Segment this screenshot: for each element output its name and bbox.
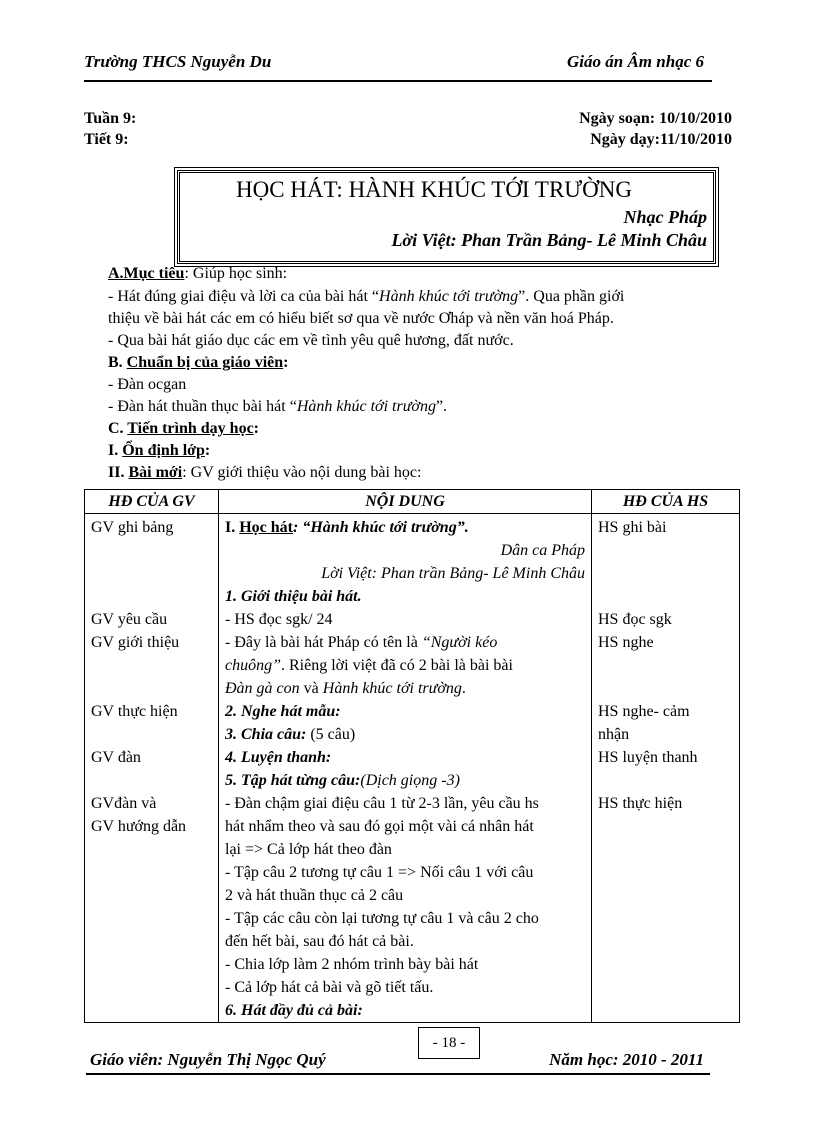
- preparation-heading: B. Chuẩn bị của giáo viên:: [108, 354, 289, 371]
- prepared-date: Ngày soạn: 10/10/2010: [579, 110, 732, 127]
- hs-activity: HS ghi bài: [598, 519, 667, 536]
- week-label: Tuần 9:: [84, 110, 137, 127]
- preparation-1: - Đàn ocgan: [108, 376, 187, 393]
- content-line: - HS đọc sgk/ 24: [225, 611, 333, 628]
- content-line: Dân ca Pháp: [500, 542, 585, 559]
- song-lyrics-credit: Lời Việt: Phan Trần Bảng- Lê Minh Châu: [391, 230, 707, 250]
- objective-1-cont: thiệu về bài hát các em có hiểu biết sơ qua về nước Ơháp và nền văn hoá Pháp.: [108, 310, 614, 327]
- content-line: 2. Nghe hát mẫu:: [225, 703, 341, 720]
- objectives-list: [108, 286, 733, 484]
- content-line: đến hết bài, sau đó hát cả bài.: [225, 933, 414, 950]
- preparation-2: - Đàn hát thuần thục bài hát “Hành khúc tới trường”.: [108, 398, 448, 415]
- table-header-row: [85, 490, 740, 514]
- gv-activity: GVđàn và: [91, 795, 157, 812]
- content-line: 6. Hát đầy đủ cả bài:: [225, 1002, 363, 1019]
- content-line: - Đàn chậm giai điệu câu 1 từ 2-3 lần, yêu cầu hs: [225, 795, 539, 812]
- content-line: 5. Tập hát từng câu:(Dịch giọng -3): [225, 772, 460, 789]
- objectives-section: [108, 263, 728, 285]
- gv-activity: GV giới thiệu: [91, 634, 180, 651]
- taught-date: Ngày dạy:11/10/2010: [590, 131, 732, 148]
- content-line: - Tập câu 2 tương tự câu 1 => Nối câu 1 với câu: [225, 864, 534, 881]
- content-line: lại => Cả lớp hát theo đàn: [225, 841, 392, 858]
- title-box: [177, 170, 716, 264]
- content-line: 1. Giới thiệu bài hát.: [225, 588, 362, 605]
- gv-activity: GV ghi bảng: [91, 519, 174, 536]
- content-line: 4. Luyện thanh:: [225, 749, 332, 766]
- objective-1: - Hát đúng giai điệu và lời ca của bài hát “Hành khúc tới trường”. Qua phần giới: [108, 288, 625, 305]
- lesson-label: Tiết 9:: [84, 131, 129, 148]
- content-line: chuông”. Riêng lời việt đã có 2 bài là bài bài: [225, 657, 513, 674]
- header-school: Trường THCS Nguyễn Du: [84, 52, 272, 71]
- col-teacher-header: HĐ CỦA GV: [85, 490, 219, 514]
- gv-activity: GV hướng dẫn: [91, 818, 187, 835]
- col-student-header: HĐ CỦA HS: [592, 490, 740, 514]
- lesson-title: HỌC HÁT: HÀNH KHÚC TỚI TRƯỜNG: [236, 177, 632, 202]
- hs-activity: nhận: [598, 726, 630, 743]
- lesson-table: [84, 489, 740, 1023]
- footer-year: Năm học: 2010 - 2011: [549, 1050, 704, 1069]
- content-line: - Cả lớp hát cả bài và gõ tiết tấu.: [225, 979, 434, 996]
- hs-activity: HS nghe- cảm: [598, 703, 690, 720]
- hs-activity: HS thực hiện: [598, 795, 683, 812]
- gv-activity: GV yêu cầu: [91, 611, 168, 628]
- content-line: Đàn gà con và Hành khúc tới trường.: [225, 680, 466, 697]
- student-activities: [592, 514, 740, 1023]
- hs-activity: HS luyện thanh: [598, 749, 698, 766]
- step-ii: II. Bài mới: GV giới thiệu vào nội dung bài học:: [108, 464, 422, 481]
- content-line: 2 và hát thuần thục cả 2 câu: [225, 887, 404, 904]
- header-rule: [84, 80, 712, 82]
- content-line: - Chia lớp làm 2 nhóm trình bày bài hát: [225, 956, 479, 973]
- process-heading: C. Tiến trình dạy học:: [108, 420, 259, 437]
- gv-activity: GV thực hiện: [91, 703, 178, 720]
- objectives-heading: A.Mục tiêu: Giúp học sinh:: [108, 265, 288, 282]
- gv-activity: GV đàn: [91, 749, 141, 766]
- song-origin: Nhạc Pháp: [623, 207, 707, 227]
- page-number: - 18 -: [418, 1027, 480, 1059]
- table-body-row: [85, 514, 740, 1023]
- content-line: 3. Chia câu: (5 câu): [225, 726, 356, 743]
- content-line: - Đây là bài hát Pháp có tên là “Người kéo: [225, 634, 498, 651]
- objective-2: - Qua bài hát giáo dục các em về tình yêu quê hương, đất nước.: [108, 332, 514, 349]
- content-line: hát nhẩm theo và sau đó gọi một vài cá nhân hát: [225, 818, 534, 835]
- content-line: I. Học hát: “Hành khúc tới trường”.: [225, 519, 469, 536]
- step-i: I. Ổn định lớp:: [108, 442, 211, 459]
- footer-teacher: Giáo viên: Nguyễn Thị Ngọc Quý: [90, 1050, 326, 1069]
- teacher-activities: [85, 514, 219, 1023]
- meta-right: [579, 108, 732, 150]
- content-line: Lời Việt: Phan trần Bảng- Lê Minh Châu: [321, 565, 585, 582]
- content-line: - Tập các câu còn lại tương tự câu 1 và câu 2 cho: [225, 910, 539, 927]
- hs-activity: HS đọc sgk: [598, 611, 672, 628]
- meta-left: [84, 108, 136, 150]
- header-subject: Giáo án Âm nhạc 6: [567, 52, 704, 71]
- footer-rule: [86, 1073, 710, 1075]
- lesson-content: [219, 514, 592, 1023]
- hs-activity: HS nghe: [598, 634, 654, 651]
- col-content-header: NỘI DUNG: [219, 490, 592, 514]
